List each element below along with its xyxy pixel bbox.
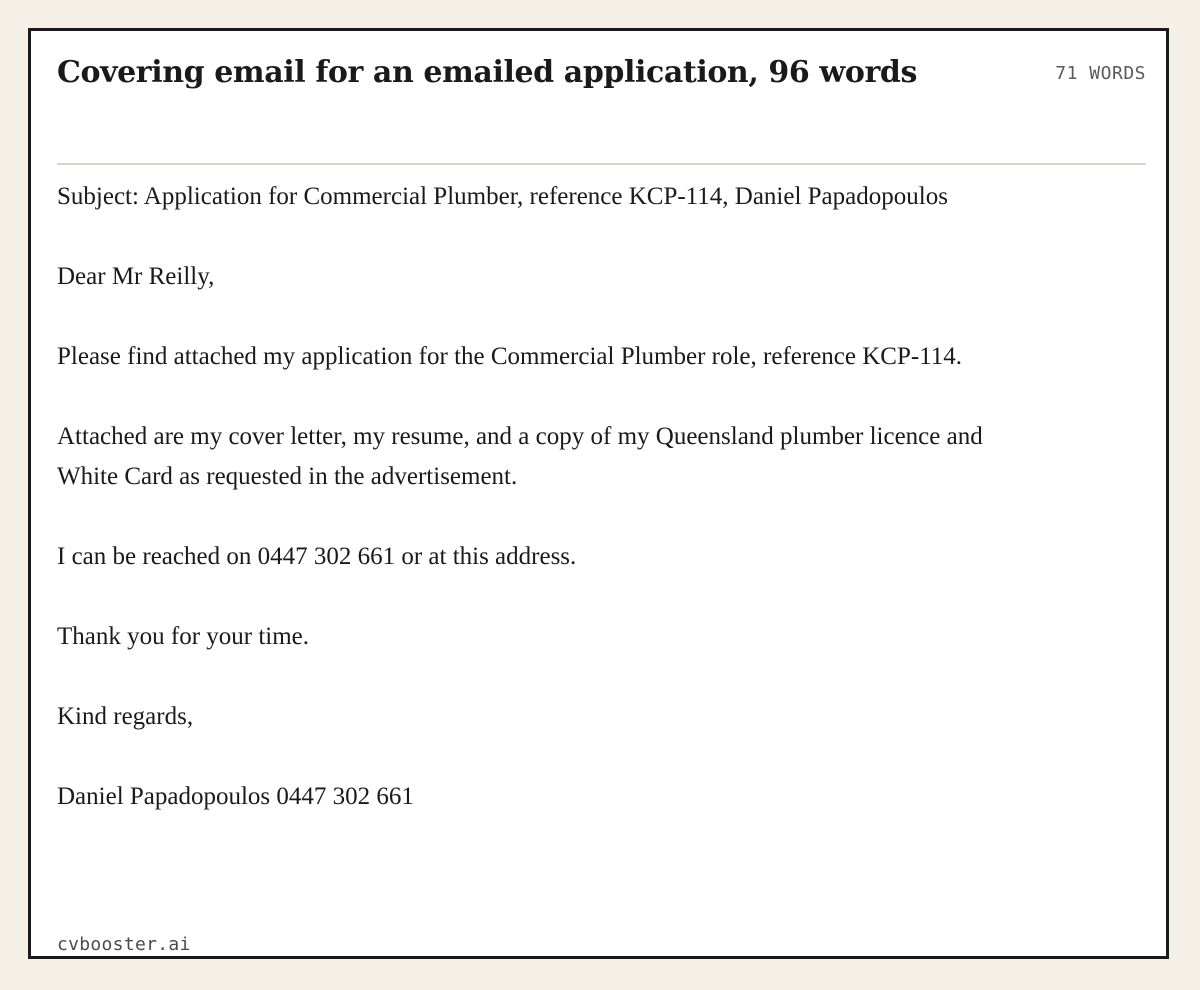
- word-count-badge: 71 WORDS: [1055, 63, 1146, 84]
- email-closing: Kind regards,: [57, 703, 194, 730]
- email-paragraph: Thank you for your time.: [57, 623, 310, 650]
- brand-footer: cvbooster.ai: [57, 934, 191, 955]
- email-template-card: [28, 28, 1169, 959]
- email-subject-line: Subject: Application for Commercial Plumber, reference KCP-114, Daniel Papadopoulos: [57, 183, 948, 210]
- email-signature: Daniel Papadopoulos 0447 302 661: [57, 783, 414, 810]
- card-title: Covering email for an emailed application, 96 words: [57, 55, 917, 90]
- email-paragraph: Please find attached my application for the Commercial Plumber role, reference KCP-114.: [57, 343, 963, 370]
- card-header: [57, 51, 1146, 165]
- email-body: [57, 177, 1037, 817]
- email-paragraph: Attached are my cover letter, my resume, and a copy of my Queensland plumber licence and White Card as requested in the advertisement.: [57, 423, 983, 490]
- email-greeting: Dear Mr Reilly,: [57, 263, 215, 290]
- email-paragraph: I can be reached on 0447 302 661 or at this address.: [57, 543, 577, 570]
